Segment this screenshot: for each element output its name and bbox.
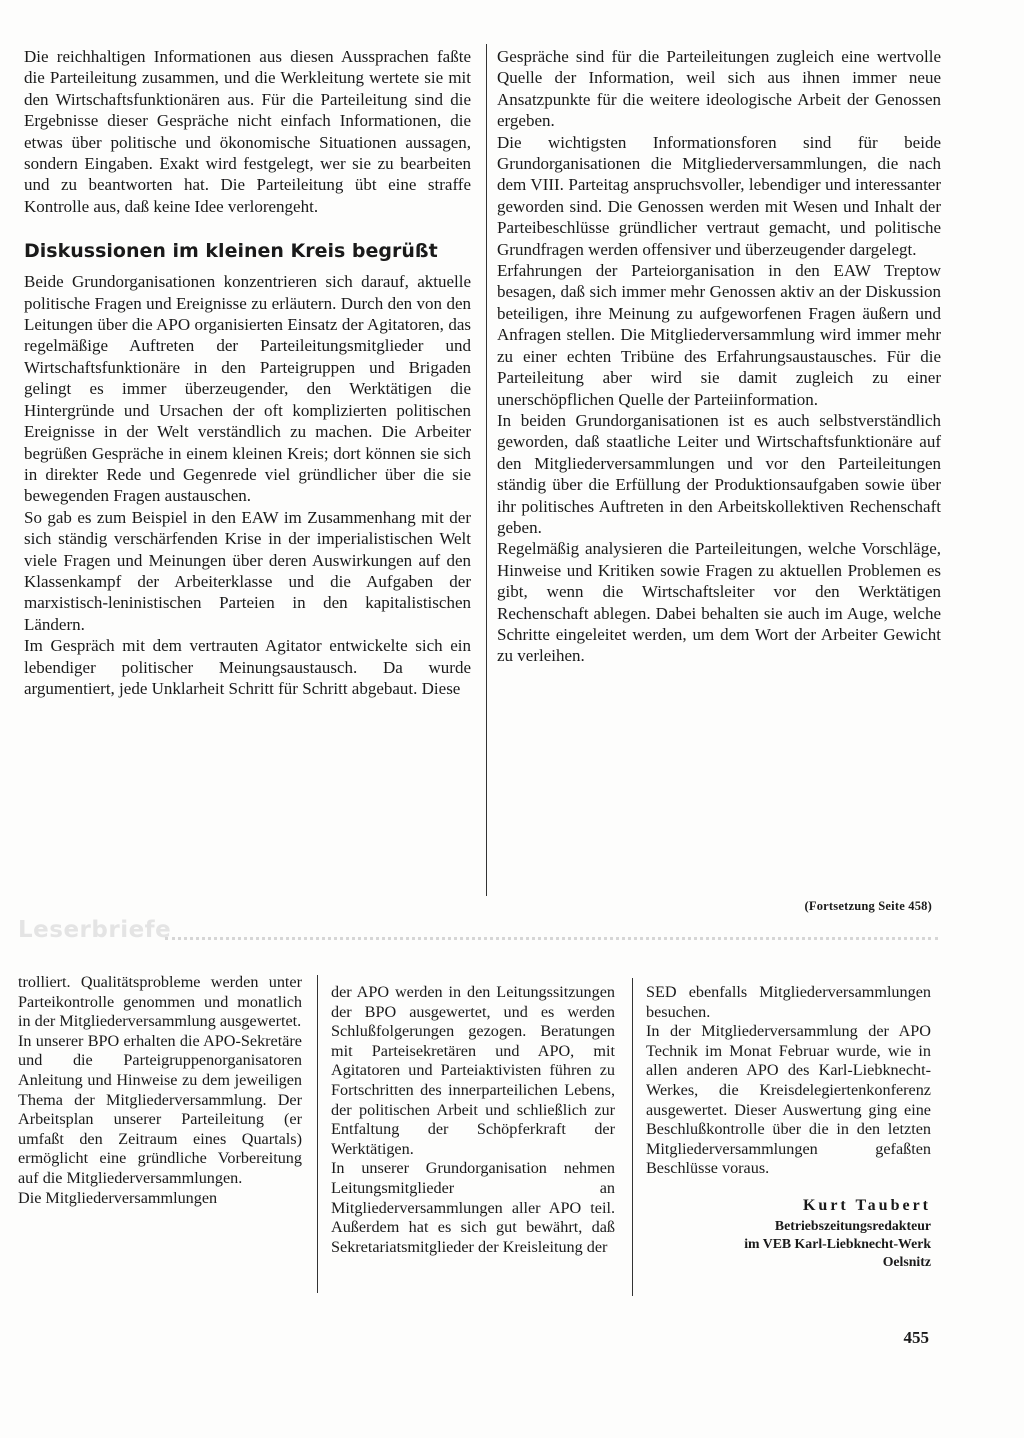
letter-paragraph: In unserer BPO erhalten die APO-Sekretäre und die Parteigruppenorganisatoren Anleitung und Hinweise zu dem jeweiligen Thema der Mitgliederversammlung. Der Arbeitsplan unserer Parteileitung (er umfaßt den Zeitraum eines Quartals) ermöglicht eine gründliche Vorbereitung auf die Mitgliederversammlungen. — [18, 1031, 302, 1187]
column-divider — [486, 44, 487, 896]
column-divider — [317, 975, 318, 1293]
author-workplace: im VEB Karl-Liebknecht-Werk — [744, 1235, 931, 1251]
page-number: 455 — [903, 1328, 929, 1347]
section-rule — [165, 937, 938, 940]
article-paragraph: Erfahrungen der Parteiorganisation in den EAW Treptow besagen, daß sich immer mehr Genossen aktiv an der Diskussion beteiligen, ihre Meinung zu aufgeworfenen Fragen äußern und Anfragen stellen. Die Mitgliederversammlung wird immer mehr zu einer echten Tribüne des Erfahrungsaustausches. Für die Parteileitung aber wird sie damit zugleich zu einer unerschöpflichen Quelle der Parteiinformation. — [497, 261, 941, 409]
letter-column-2 — [331, 983, 615, 1257]
article-paragraph: Beide Grundorganisationen konzentrieren sich darauf, aktuelle politische Fragen und Ereignisse zu erläutern. Durch den von den Leitungen über die APO organisierten Einsatz der Agitatoren, das regelmäßige Auftreten der Parteileitungsmitglieder und Wirtschaftsfunktionäre in den Parteigruppen und Brigaden gelingt es immer überzeugender, den Werktätigen die Hintergründe und Ursachen der oft komplizierten politischen Ereignisse in der Welt verständlich zu machen. Die Arbeiter begrüßen Gespräche in einem kleinen Kreis; dort können sie sich in direkter Rede und Gegenrede viel gründlicher über die sie bewegenden Fragen austauschen. — [24, 272, 471, 506]
article-paragraph: Regelmäßig analysieren die Parteileitungen, welche Vorschläge, Hinweise und Kritiken sowie Fragen zu aktuellen Problemen es gibt, wenn die Wirtschaftsleiter vor den Werktätigen Rechenschaft ablegen. Dabei behalten sie auch im Auge, welche Schritte eingeleitet werden, um dem Wort der Arbeiter Gewicht zu verleihen. — [497, 539, 941, 666]
article-paragraph: Im Gespräch mit dem vertrauten Agitator entwickelte sich ein lebendiger politischer Meinungsaustausch. Da wurde argumentiert, jede Unklarheit Schritt für Schritt abgebaut. Diese — [24, 636, 471, 698]
author-role: Betriebszeitungsredakteur — [774, 1217, 931, 1233]
letter-paragraph: Die Mitgliederversammlungen — [18, 1188, 218, 1207]
letter-paragraph: In unserer Grundorganisation nehmen Leitungsmitglieder an Mitgliederversammlungen aller APO teil. Außerdem hat es sich gut bewährt, daß Sekretariatsmitglieder der Kreisleitung der — [331, 1159, 615, 1256]
article-paragraph: Gespräche sind für die Parteileitungen zugleich eine wertvolle Quelle der Information, weil sich aus ihnen immer neue Ansatzpunkte für die weitere ideologische Arbeit der Genossen ergeben. — [497, 47, 941, 131]
letter-paragraph: In der Mitgliederversammlung der APO Technik im Monat Februar wurde, wie in allen anderen APO des Karl-Liebknecht-Werkes, die Kreisdelegiertenkonferenz ausgewertet. Dieser Auswertung ging eine Beschlußkontrolle über die in den letzten Mitgliederversammlungen gefaßten Beschlüsse voraus. — [646, 1022, 931, 1178]
article-paragraph: In beiden Grundorganisationen ist es auch selbstverständlich geworden, daß staatliche Leiter und Wirtschaftsfunktionäre auf den Mitgliederversammlungen und vor den Parteileitungen ständig über die Erfüllung der Produktionsaufgaben sowie über ihr politisches Auftreten in den Arbeitskollektiven Rechenschaft geben. — [497, 410, 941, 537]
letter-column-3 — [646, 983, 931, 1271]
column-divider — [632, 978, 633, 1296]
letter-paragraph: der APO werden in den Leitungssitzungen der BPO ausgewertet, und es werden Schlußfolgerungen gezogen. Beratungen mit Parteisekretären und APO, mit Agitatoren und Parteiaktivisten führen zu Fortschritten des innerparteilichen Lebens, der politischen Arbeit und schließlich zur Entfaltung der Schöpferkraft der Werktätigen. — [331, 983, 615, 1158]
article-left-column — [24, 46, 471, 699]
article-right-column — [497, 46, 941, 667]
author-location: Oelsnitz — [882, 1253, 931, 1269]
continuation-note: (Fortsetzung Seite 458) — [804, 899, 932, 913]
author-name: Kurt Taubert — [802, 1196, 931, 1214]
author-signature — [646, 1195, 931, 1271]
article-paragraph: So gab es zum Beispiel in den EAW im Zusammenhang mit der sich ständig verschärfenden Krise in der imperialistischen Welt viele Fragen und Meinungen über deren Auswirkungen auf den Klassenkampf der Arbeiterklasse und die Aufgaben der marxistisch-leninistischen Parteien in den kapitalistischen Ländern. — [24, 507, 471, 634]
letter-column-1 — [18, 973, 302, 1208]
letter-paragraph: trolliert. Qualitätsprobleme werden unter Parteikontrolle genommen und monatlich in der Mitgliederversammlung ausgewertet. — [18, 973, 302, 1031]
article-paragraph: Die wichtigsten Informationsforen sind für beide Grundorganisationen die Mitgliederversammlungen, die nach dem VIII. Parteitag anspruchsvoller, lebendiger und interessanter geworden sind. Die Genossen werden mit Wesen und Inhalt der Parteibeschlüsse gründlicher vertraut gemacht, und politische Grundfragen werden offensiver und überzeugender dargelegt. — [497, 132, 941, 259]
letter-paragraph: SED ebenfalls Mitgliederversammlungen besuchen. — [646, 983, 931, 1021]
section-heading: Diskussionen im kleinen Kreis begrüßt — [24, 240, 438, 263]
article-paragraph: Die reichhaltigen Informationen aus diesen Aussprachen faßte die Parteileitung zusammen, und die Werkleitung wertete sie mit den Wirtschaftsfunktionären aus. Für die Parteileitung sind die Ergebnisse dieser Gespräche nicht einfach Informationen, die etwas über politische und ökonomische Situationen aussagen, sondern Eingaben. Exakt wird festgelegt, wer sie zu bearbeiten und zu beantworten hat. Die Parteileitung übt eine straffe Kontrolle aus, daß keine Idee verlorengeht. — [24, 47, 471, 216]
section-label: Leserbriefe — [18, 917, 172, 943]
